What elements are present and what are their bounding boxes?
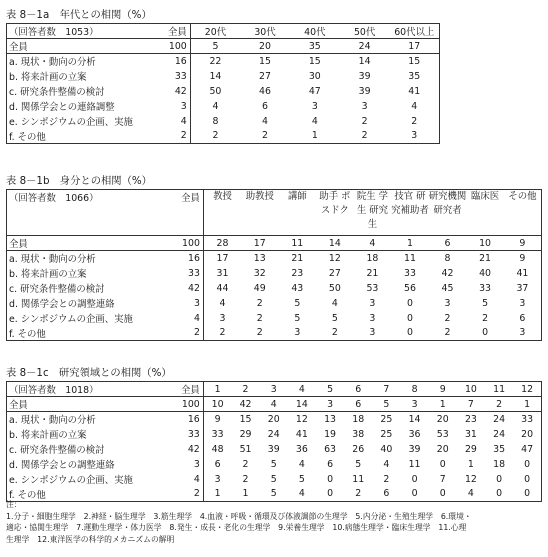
cell: 17 [390,39,440,54]
row-label: 全員 [7,397,170,412]
cell: 15 [239,413,252,425]
cell: 0 [496,488,503,500]
cell: 18 [493,458,506,470]
table-c-total-header: 全員 [169,382,203,397]
cell: 0 [406,327,413,339]
row-label: f. その他 [9,131,46,143]
cell: 4 [262,115,268,127]
cell: 3 [214,473,221,485]
cell: 56 [403,282,416,294]
row-total: 42 [169,281,203,296]
row-label: 全員 [7,236,170,251]
cell: 3 [519,327,526,339]
table-c-notes [6,499,542,545]
cell: 3 [316,397,344,412]
table-b-header-row [7,190,542,236]
cell: 6 [327,458,334,470]
table-b-col-header: 助手 ポスドク [316,190,354,236]
cell: 11 [408,458,421,470]
table-a-count-label: （回答者数 1053） [7,24,157,39]
table-c-col-header: 2 [231,382,259,397]
table-b-col-header: 助教授 [241,190,279,236]
cell: 5 [270,458,277,470]
table-b-col-header: 講師 [279,190,317,236]
cell: 40 [380,443,393,455]
table-row [7,69,440,84]
cell: 5 [294,297,301,309]
cell: 2 [361,115,368,127]
cell: 20 [436,413,449,425]
cell: 4 [311,115,318,127]
cell: 29 [464,443,477,455]
cell: 22 [209,55,222,67]
cell: 0 [411,488,418,500]
cell: 3 [361,100,368,112]
table-c-header-row [7,382,542,397]
cell: 2 [219,327,226,339]
cell: 1 [391,236,429,251]
cell: 17 [216,252,229,264]
cell: 2 [331,327,338,339]
cell: 3 [369,297,376,309]
table-c-col-header: 11 [485,382,513,397]
table-row [7,472,542,487]
row-label: c. 研究条件整備の検討 [9,445,105,456]
row-label: b. 将来計画の立案 [9,269,87,280]
cell: 4 [212,100,219,112]
cell: 1 [467,458,474,470]
cell: 8 [212,115,219,127]
row-total: 2 [169,326,203,341]
cell: 36 [295,443,308,455]
cell: 0 [496,473,503,485]
cell: 33 [479,282,492,294]
cell: 2 [242,458,249,470]
cell: 0 [482,327,489,339]
cell: 2 [355,488,362,500]
cell: 2 [444,327,451,339]
row-label: b. 将来計画の立案 [9,430,87,441]
row-label: a. 現状・動向の分析 [9,254,96,266]
cell: 0 [406,297,413,309]
cell: 3 [219,312,226,324]
cell: 41 [516,267,529,279]
cell: 63 [324,443,337,455]
cell: 38 [352,428,365,440]
table-c-col-header: 9 [429,382,457,397]
cell: 4 [298,458,305,470]
cell: 4 [411,100,418,112]
cell: 36 [408,428,421,440]
table-row [7,457,542,472]
cell: 6 [344,397,372,412]
table-row [7,397,542,412]
cell: 3 [369,312,376,324]
row-total: 2 [156,129,190,144]
cell: 49 [253,282,266,294]
cell: 10 [203,397,231,412]
cell: 2 [361,130,368,142]
row-label: c. 研究条件整備の検討 [9,87,105,98]
cell: 9 [214,413,221,425]
cell: 14 [408,413,421,425]
cell: 29 [239,428,252,440]
table-c-col-header: 7 [372,382,400,397]
cell: 19 [324,428,337,440]
cell: 5 [482,297,489,309]
table-c-col-header: 10 [457,382,485,397]
row-total: 33 [169,427,203,442]
cell: 2 [482,312,489,324]
table-c-col-header: 8 [400,382,428,397]
cell: 6 [429,236,467,251]
cell: 2 [256,312,263,324]
table-b-count-label: （回答者数 1066） [7,190,170,236]
cell: 2 [212,130,219,142]
row-total: 3 [169,296,203,311]
table-row [7,311,542,326]
table-row [7,129,440,144]
table-a-col-header: 60代以上 [390,24,440,39]
cell: 13 [253,252,266,264]
row-total: 100 [156,39,190,54]
row-total: 42 [169,442,203,457]
cell: 6 [214,458,221,470]
table-c-col-header: 5 [316,382,344,397]
row-total: 100 [169,236,203,251]
cell: 39 [358,70,371,82]
row-label: e. シンポジウムの企画、実施 [9,475,133,486]
table-b-col-header: 臨床医 [466,190,504,236]
row-label: a. 現状・動向の分析 [9,415,96,427]
table-row [7,442,542,457]
cell: 20 [240,39,290,54]
table-row [7,412,542,427]
cell: 27 [328,267,341,279]
table-row [7,281,542,296]
cell: 21 [291,252,304,264]
cell: 40 [479,267,492,279]
cell: 45 [441,282,454,294]
row-total: 4 [169,472,203,487]
row-total: 33 [169,266,203,281]
cell: 43 [291,282,304,294]
table-a-col-header: 20代 [190,24,240,39]
table-row [7,266,542,281]
cell: 6 [262,100,268,112]
row-label: 全員 [7,39,157,54]
cell: 0 [439,488,446,500]
cell: 21 [479,252,492,264]
row-label: d. 関係学会との連絡調整 [9,102,115,113]
cell: 1 [513,397,541,412]
cell: 14 [209,70,222,82]
cell: 15 [408,55,421,67]
cell: 6 [519,312,526,324]
cell: 25 [380,413,393,425]
cell: 0 [327,473,334,485]
cell: 24 [267,428,280,440]
table-a-col-header: 50代 [340,24,390,39]
cell: 37 [516,282,529,294]
cell: 27 [259,70,271,82]
cell: 9 [519,252,526,264]
cell: 12 [464,473,477,485]
cell: 4 [331,297,338,309]
table-c-col-header: 4 [288,382,316,397]
cell: 17 [241,236,279,251]
cell: 5 [270,473,277,485]
table-a-total-header: 全員 [156,24,190,39]
table-c-section [6,364,542,502]
cell: 21 [366,267,379,279]
table-row [7,236,542,251]
row-label: f. その他 [9,328,46,340]
cell: 3 [400,397,428,412]
cell: 14 [316,236,354,251]
table-row [7,114,440,129]
cell: 53 [366,282,379,294]
table-a [6,23,440,144]
cell: 0 [524,458,531,470]
cell: 31 [464,428,477,440]
note-line: 適応・協関生理学 7.運動生理学・体力医学 8.発生・成長・老化の生理学 9.栄養生理学 10.病態生理学・臨床生理学 11.心理 [6,523,467,532]
row-total: 33 [156,69,190,84]
table-b-total-header: 全員 [169,190,203,236]
row-total: 4 [169,311,203,326]
table-b-col-header: 教授 [203,190,241,236]
table-c-col-header: 6 [344,382,372,397]
table-row [7,54,440,69]
cell: 0 [327,488,334,500]
cell: 5 [355,458,362,470]
cell: 28 [203,236,241,251]
cell: 2 [444,312,451,324]
cell: 2 [262,130,268,142]
cell: 1 [214,488,221,500]
table-b-col-header: 技官 研究補助者 [391,190,429,236]
note-line: 生理学 12.東洋医学の科学的メカニズムの解明 [6,534,175,544]
table-b-col-header: その他 [504,190,542,236]
cell: 50 [209,85,222,97]
cell: 4 [354,236,392,251]
cell: 24 [340,39,390,54]
table-a-col-header: 30代 [240,24,290,39]
table-c [6,381,542,502]
cell: 26 [352,443,365,455]
cell: 4 [383,458,390,470]
cell: 7 [439,473,446,485]
cell: 3 [519,297,526,309]
row-total: 16 [169,412,203,427]
cell: 8 [444,252,451,264]
cell: 5 [294,312,301,324]
cell: 24 [493,413,506,425]
cell: 3 [444,297,451,309]
cell: 32 [253,267,266,279]
cell: 3 [311,100,318,112]
row-label: d. 関係学会との調整連絡 [9,460,115,471]
table-row [7,427,542,442]
table-c-title: 表 8－1c 研究領域との相関（%） [6,367,172,379]
cell: 4 [219,297,226,309]
note-line: 1.分子・細胞生理学 2.神経・脳生理学 3.筋生理学 4.血液・呼吸・循環及び体液調節の生理学 5.内分泌・生殖生理学 6.環境・ [6,511,472,521]
row-total: 2 [169,487,203,502]
cell: 35 [408,70,421,82]
cell: 2 [383,473,390,485]
cell: 33 [521,413,534,425]
cell: 18 [352,413,365,425]
cell: 0 [439,458,446,470]
cell: 0 [411,473,418,485]
table-b-section [6,172,542,341]
cell: 14 [288,397,316,412]
cell: 20 [267,413,280,425]
cell: 44 [216,282,229,294]
cell: 39 [358,85,371,97]
table-c-col-header: 12 [513,382,541,397]
cell: 11 [403,252,416,264]
cell: 7 [457,397,485,412]
cell: 51 [239,443,252,455]
row-total: 16 [156,54,190,69]
cell: 2 [411,115,418,127]
cell: 11 [279,236,317,251]
cell: 20 [521,428,534,440]
table-b [6,189,542,341]
cell: 2 [485,397,513,412]
cell: 25 [380,428,393,440]
cell: 5 [298,473,305,485]
cell: 2 [256,327,263,339]
cell: 15 [259,55,271,67]
cell: 48 [211,443,224,455]
cell: 4 [260,397,288,412]
cell: 3 [294,327,301,339]
table-c-col-header: 1 [203,382,231,397]
cell: 39 [267,443,280,455]
table-a-section [6,6,440,144]
row-total: 100 [169,397,203,412]
cell: 42 [441,267,454,279]
table-row [7,296,542,311]
cell: 10 [466,236,504,251]
row-label: f. その他 [9,489,46,501]
table-row [7,99,440,114]
table-c-count-label: （回答者数 1018） [7,382,170,397]
table-b-col-header: 院生 学生 研究生 [354,190,392,236]
row-label: a. 現状・動向の分析 [9,57,96,69]
cell: 50 [328,282,341,294]
cell: 35 [493,443,506,455]
cell: 18 [366,252,379,264]
cell: 47 [521,443,534,455]
cell: 20 [436,443,449,455]
row-label: c. 研究条件整備の検討 [9,284,105,295]
cell: 0 [524,473,531,485]
cell: 30 [308,70,321,82]
table-row [7,84,440,99]
cell: 11 [352,473,365,485]
cell: 33 [403,267,416,279]
table-row [7,39,440,54]
row-label: e. シンポジウムの企画、実施 [9,117,133,128]
table-a-col-header: 40代 [290,24,340,39]
row-total: 16 [169,251,203,266]
row-total: 42 [156,84,190,99]
row-label: b. 将来計画の立案 [9,72,87,83]
cell: 1 [242,488,249,500]
cell: 47 [308,85,321,97]
table-a-header-row [7,24,440,39]
cell: 13 [324,413,337,425]
cell: 1 [429,397,457,412]
cell: 39 [408,443,421,455]
cell: 5 [331,312,338,324]
cell: 53 [436,428,449,440]
note-line: 注： [6,500,22,509]
cell: 5 [372,397,400,412]
table-a-title: 表 8－1a 年代との相関（%） [6,9,152,21]
cell: 6 [383,488,390,500]
table-row [7,251,542,266]
cell: 0 [406,312,413,324]
cell: 4 [298,488,305,500]
row-total: 3 [169,457,203,472]
cell: 3 [369,327,376,339]
cell: 1 [311,130,318,142]
cell: 35 [290,39,340,54]
cell: 23 [291,267,304,279]
cell: 5 [190,39,240,54]
row-total: 4 [156,114,190,129]
cell: 23 [464,413,477,425]
cell: 46 [259,85,271,97]
cell: 2 [256,297,263,309]
cell: 14 [358,55,371,67]
cell: 41 [295,428,308,440]
cell: 3 [411,130,418,142]
cell: 5 [270,488,277,500]
row-label: e. シンポジウムの企画、実施 [9,314,133,325]
cell: 12 [328,252,341,264]
table-row [7,326,542,341]
row-total: 3 [156,99,190,114]
cell: 15 [308,55,321,67]
table-b-col-header: 研究機関研究者 [429,190,467,236]
cell: 31 [216,267,229,279]
row-label: d. 関係学会との調整連絡 [9,299,115,310]
table-b-title: 表 8－1b 身分との相関（%） [6,175,152,187]
cell: 4 [467,488,474,500]
cell: 9 [504,236,542,251]
cell: 33 [211,428,224,440]
cell: 2 [242,473,249,485]
cell: 41 [408,85,421,97]
cell: 42 [231,397,259,412]
cell: 0 [524,488,531,500]
cell: 24 [493,428,506,440]
table-c-col-header: 3 [260,382,288,397]
cell: 12 [295,413,308,425]
